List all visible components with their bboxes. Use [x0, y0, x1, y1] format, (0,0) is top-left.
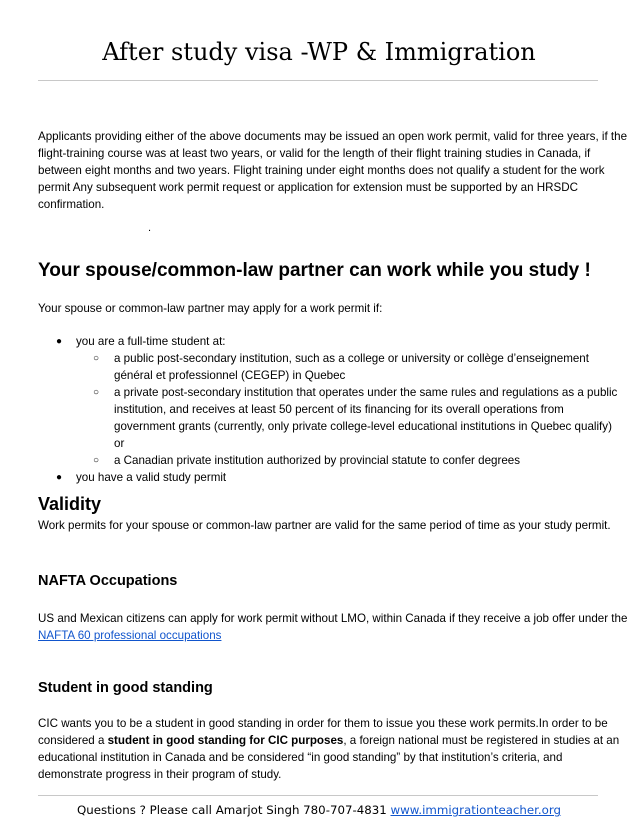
spouse-lead: Your spouse or common-law partner may apply for a work permit if:: [38, 302, 383, 315]
list-item-text: a Canadian private institution authorized by provincial statute to confer degrees: [114, 454, 521, 467]
list-item: [38, 469, 628, 486]
list-item-text: you are a full-time student at:: [76, 335, 226, 348]
intro-paragraph: Applicants providing either of the above documents may be issued an open work permit, valid for three years, if the flight-training course was at least two years, or valid for the length of their flight training studies in Canada, if between eight months and two years. Flight training under eight months does not qualify a student for the work permit Any subsequent work permit request or application for extension must be supported by an HRSDC confirmation.: [38, 130, 628, 211]
standing-section: [38, 679, 628, 783]
circle-bullet-icon: ○: [93, 353, 100, 364]
institution-list: [76, 350, 628, 469]
list-item-text: you have a valid study permit: [76, 471, 227, 484]
page-title: After study visa -WP & Immigration: [102, 38, 536, 66]
list-item: [76, 384, 628, 452]
bullet-icon: ●: [56, 472, 63, 483]
spouse-heading: Your spouse/common-law partner can work while you study !: [38, 260, 591, 281]
footer: [0, 803, 638, 817]
list-item: [76, 350, 628, 384]
spouse-conditions-list: [38, 333, 628, 486]
validity-section: [38, 493, 628, 534]
standing-text-bold: student in good standing for CIC purposes: [107, 734, 344, 747]
standing-text: [38, 715, 628, 783]
validity-heading: Validity: [38, 494, 102, 514]
footer-text: Questions ? Please call Amarjot Singh 780-707-4831: [76, 803, 391, 817]
stray-dot: .: [148, 222, 152, 234]
nafta-section: [38, 572, 628, 644]
intro-section: [38, 128, 628, 213]
or-text: or: [114, 437, 125, 450]
standing-text-a: CIC wants you to be a student in good standing in order for them to issue you these work permits.In order to be considered a: [38, 717, 608, 747]
list-item-text: a public post-secondary institution, such as a college or university or collège d’enseignement général et professionnel (CEGEP) in Quebec: [114, 352, 589, 382]
nafta-occupations-link[interactable]: NAFTA 60 professional occupations: [38, 629, 222, 642]
standing-heading: Student in good standing: [38, 680, 213, 696]
header-divider: [38, 80, 598, 81]
standing-text-b: , a foreign national must be registered in studies at an educational institution in Canada and be considered “in good standing” by that institution’s criteria, and demonstrate progress in their program of study.: [38, 734, 620, 781]
footer-divider: [38, 795, 598, 796]
circle-bullet-icon: ○: [93, 455, 100, 466]
circle-bullet-icon: ○: [93, 387, 100, 398]
bullet-icon: ●: [56, 336, 63, 347]
list-item: [38, 333, 628, 469]
list-item-text: a private post-secondary institution that operates under the same rules and regulations as a public institution, and receives at least 50 percent of its financing for its overall operations from government grants (currently, only private college-level educational institutions in Quebec qualify): [114, 386, 618, 433]
list-item: [76, 452, 628, 469]
validity-text: Work permits for your spouse or common-law partner are valid for the same period of time as your study permit.: [38, 519, 611, 532]
nafta-heading: NAFTA Occupations: [38, 573, 178, 589]
nafta-text-body: US and Mexican citizens can apply for work permit without LMO, within Canada if they receive a job offer under the: [38, 612, 628, 625]
website-link[interactable]: www.immigrationteacher.org: [390, 803, 562, 817]
nafta-text: [38, 610, 628, 644]
spouse-section: [38, 260, 628, 486]
